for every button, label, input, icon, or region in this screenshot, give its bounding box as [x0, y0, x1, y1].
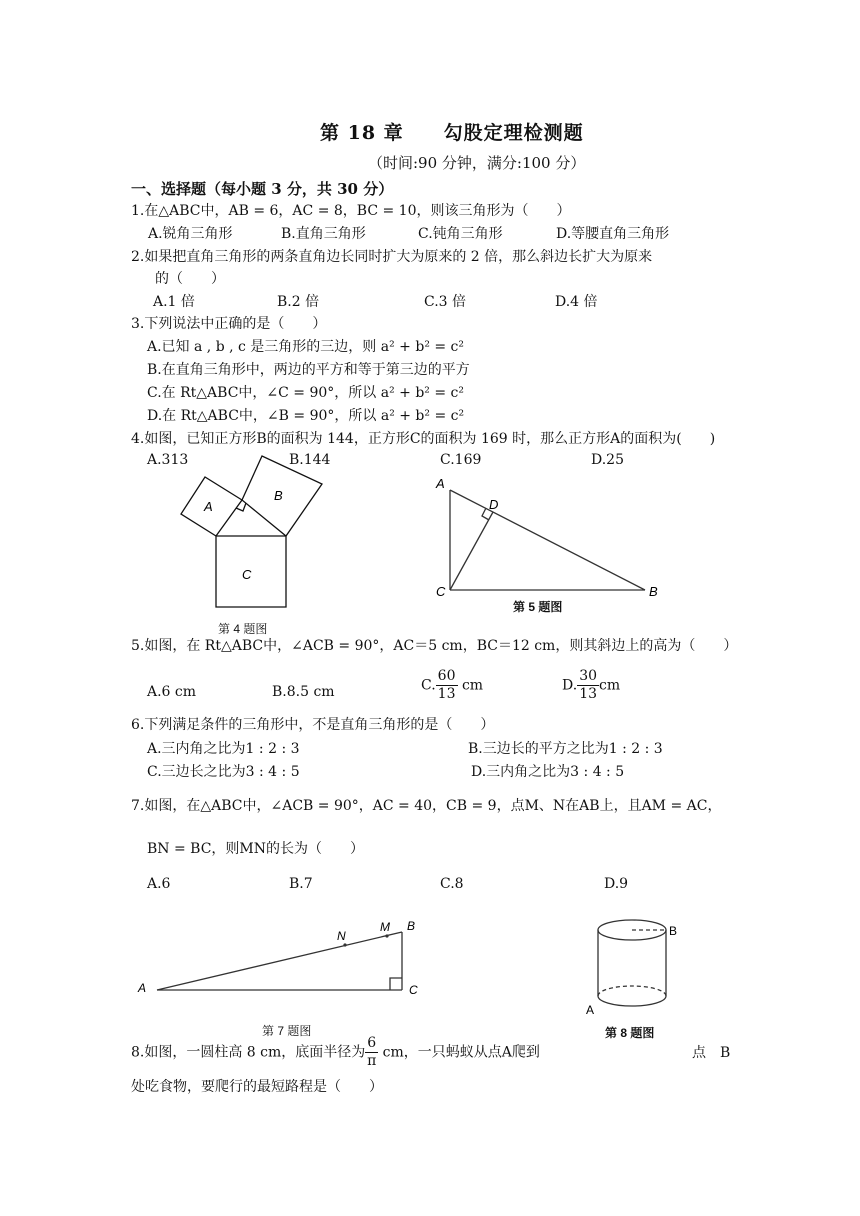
q3-stem: 3.下列说法中正确的是（ ） [131, 316, 327, 332]
page-title: 第 18 章 勾股定理检测题 [320, 122, 584, 144]
q2-stem-line2: 的（ ） [155, 271, 225, 287]
q7-option-d: D.9 [604, 876, 629, 892]
q5-option-c [421, 668, 483, 703]
q1-option-d: D.等腰直角三角形 [556, 226, 670, 242]
page-subtitle: （时间:90 分钟，满分:100 分） [368, 154, 586, 172]
q5-option-d-prefix: D. [562, 677, 578, 694]
cylinder-bottom-back [598, 986, 666, 996]
figure-4 [170, 452, 340, 617]
q8-stem-line1 [131, 1035, 540, 1070]
q4-option-b: B.144 [289, 452, 331, 468]
q5-option-d-unit: cm [599, 677, 621, 694]
q2-stem-line1: 2.如果把直角三角形的两条直角边长同时扩大为原来的 2 倍，那么斜边长扩大为原来 [131, 249, 653, 265]
q7-stem-line1: 7.如图，在△ABC中，∠ACB = 90°，AC = 40，CB = 9，点M、N在AB上，且AM = AC， [131, 798, 722, 814]
figure-8 [580, 908, 690, 1024]
q8-radius-numerator: 6 [367, 1035, 377, 1051]
q2-option-d: D.4 倍 [555, 294, 598, 310]
figure-7 [130, 915, 430, 1005]
fig5-label-c: C [436, 584, 446, 599]
q5-option-d-fraction [577, 668, 599, 703]
fig7-caption: 第 7 题图 [262, 1024, 312, 1038]
q5-option-c-unit: cm [461, 677, 484, 694]
figure-5 [430, 470, 670, 600]
q8-radius-fraction [365, 1035, 378, 1070]
q2-option-a: A.1 倍 [153, 294, 195, 310]
hypotenuse-ab [450, 490, 645, 590]
q6-option-b: B.三边长的平方之比为1 : 2 : 3 [468, 741, 663, 757]
q7-option-a: A.6 [147, 876, 171, 892]
fig7-side-ab [157, 932, 402, 990]
q5-option-c-denominator: 13 [437, 686, 456, 702]
q1-option-c: C.钝角三角形 [418, 226, 503, 242]
fig8-caption: 第 8 题图 [605, 1026, 655, 1040]
q5-option-a: A.6 cm [147, 684, 197, 700]
fig8-label-b: B [669, 924, 678, 938]
fig4-caption: 第 4 题图 [218, 622, 268, 636]
q8-radius-denominator: π [367, 1053, 377, 1069]
fig5-label-d: D [489, 497, 499, 512]
q4-option-c: C.169 [440, 452, 482, 468]
q5-option-b: B.8.5 cm [272, 684, 335, 700]
q4-stem: 4.如图，已知正方形B的面积为 144，正方形C的面积为 169 时，那么正方形A的面积为( ) [131, 431, 716, 447]
q7-option-b: B.7 [289, 876, 313, 892]
q3-option-a: A.已知 a , b , c 是三角形的三边，则 a² + b² = c² [147, 339, 465, 355]
fig7-label-m: M [380, 920, 390, 934]
q5-option-c-numerator: 60 [437, 668, 456, 684]
q1-option-a: A.锐角三角形 [148, 226, 233, 242]
point-m [385, 934, 388, 937]
q6-option-d: D.三内角之比为3 : 4 : 5 [471, 764, 625, 780]
q8-stem-end: 点 B [692, 1045, 731, 1061]
q5-stem: 5.如图，在 Rt△ABC中，∠ACB = 90°，AC＝5 cm，BC＝12 cm，则其斜边上的高为（ ） [131, 638, 738, 654]
fig4-label-b: B [274, 488, 283, 503]
cylinder-bottom-front [598, 996, 666, 1006]
q5-option-d-denominator: 13 [579, 686, 598, 702]
q6-option-c: C.三边长之比为3 : 4 : 5 [147, 764, 300, 780]
q2-option-b: B.2 倍 [277, 294, 320, 310]
fig7-label-c: C [409, 983, 418, 997]
q3-option-b: B.在直角三角形中，两边的平方和等于第三边的平方 [147, 362, 470, 378]
q7-option-c: C.8 [440, 876, 464, 892]
q1-option-b: B.直角三角形 [281, 226, 366, 242]
fig5-label-a: A [436, 476, 445, 491]
fig4-label-a: A [204, 499, 213, 514]
fig4-label-c: C [242, 567, 252, 582]
fig8-label-a: A [586, 1003, 595, 1017]
q5-option-d [562, 668, 620, 703]
q6-option-a: A.三内角之比为1 : 2 : 3 [147, 741, 300, 757]
q8-stem-middle: cm，一只蚂蚁从点A爬到 [382, 1044, 540, 1061]
q4-option-a: A.313 [147, 452, 189, 468]
q4-option-d: D.25 [591, 452, 624, 468]
point-n [343, 943, 346, 946]
q7-stem-line2: BN = BC，则MN的长为（ ） [147, 841, 365, 857]
q6-stem: 6.下列满足条件的三角形中，不是直角三角形的是（ ） [131, 717, 495, 733]
fig7-label-n: N [337, 929, 346, 943]
q3-option-d: D.在 Rt△ABC中，∠B = 90°，所以 a² + b² = c² [147, 408, 465, 424]
section-heading: 一、选择题（每小题 3 分，共 30 分） [131, 180, 394, 198]
q5-option-d-numerator: 30 [579, 668, 598, 684]
q8-stem-prefix: 8.如图，一圆柱高 8 cm，底面半径为 [131, 1044, 366, 1061]
fig7-right-angle-mark [390, 978, 402, 990]
fig7-label-a: A [138, 981, 147, 995]
q3-option-c: C.在 Rt△ABC中，∠C = 90°，所以 a² + b² = c² [147, 385, 465, 401]
q5-option-c-prefix: C. [421, 677, 436, 694]
fig7-label-b: B [407, 919, 416, 933]
q5-option-c-fraction [436, 668, 458, 703]
q8-stem-line2: 处吃食物，要爬行的最短路程是（ ） [131, 1079, 383, 1095]
fig5-label-b: B [649, 584, 658, 599]
q2-option-c: C.3 倍 [424, 294, 467, 310]
q1-stem: 1.在△ABC中，AB = 6，AC = 8，BC = 10，则该三角形为（ ） [131, 203, 571, 219]
altitude-cd [450, 512, 493, 590]
fig5-caption: 第 5 题图 [513, 600, 563, 614]
